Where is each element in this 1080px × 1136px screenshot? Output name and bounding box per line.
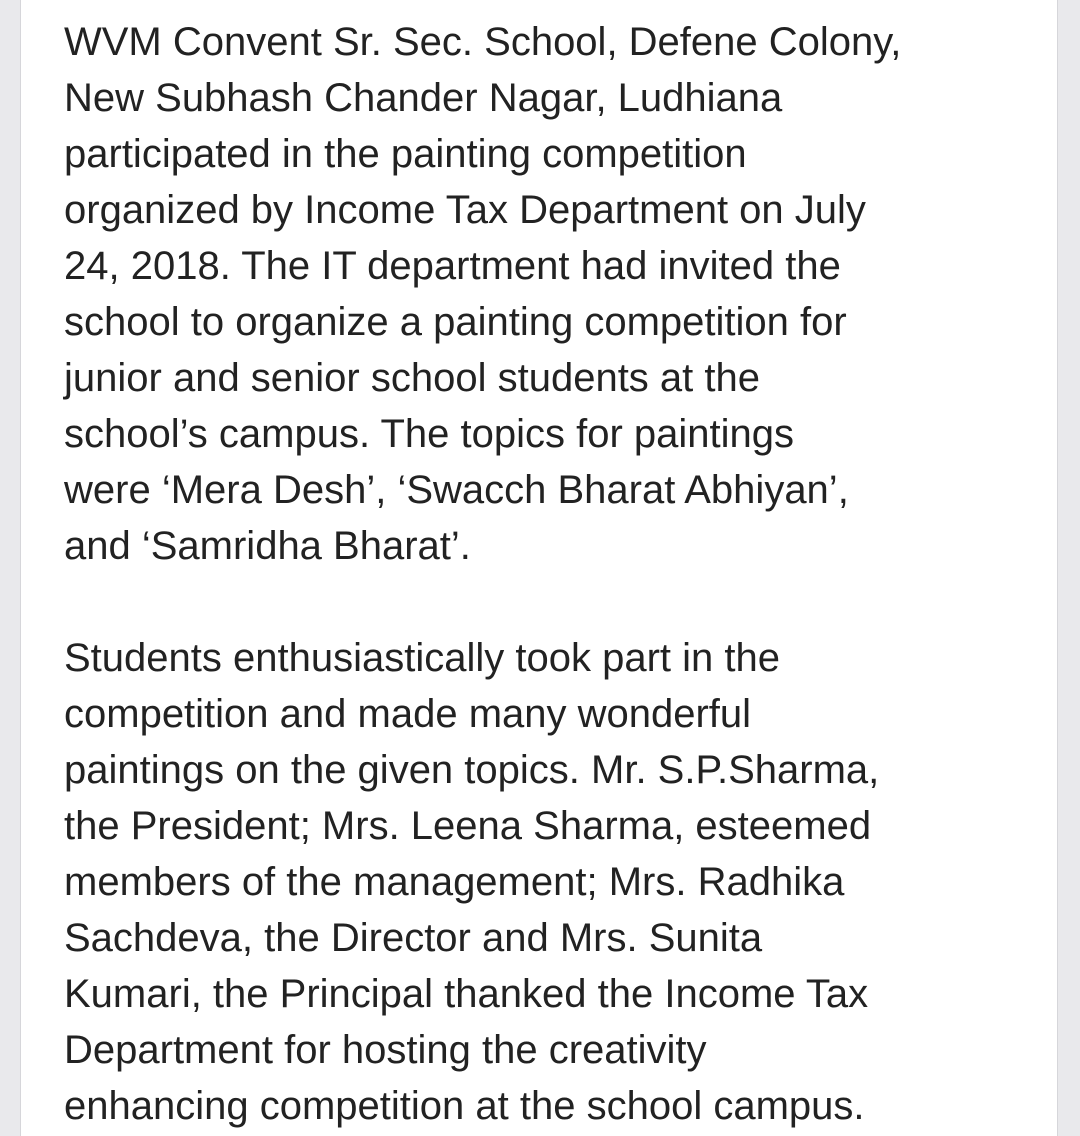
document-body: [64, 14, 1044, 1134]
text-line: 24, 2018. The IT department had invited the: [64, 244, 841, 288]
text-line: Department for hosting the creativity: [64, 1028, 707, 1072]
text-line: the President; Mrs. Leena Sharma, esteemed: [64, 804, 872, 848]
text-line: paintings on the given topics. Mr. S.P.Sharma,: [64, 748, 880, 792]
text-line: and ‘Samridha Bharat’.: [64, 524, 471, 568]
text-line: WVM Convent Sr. Sec. School, Defene Colony,: [64, 20, 902, 64]
text-line: Sachdeva, the Director and Mrs. Sunita: [64, 916, 763, 960]
document-page: [20, 0, 1058, 1136]
text-line: enhancing competition at the school campus.: [64, 1084, 865, 1128]
text-line: junior and senior school students at the: [64, 356, 760, 400]
text-line: Kumari, the Principal thanked the Income Tax: [64, 972, 869, 1016]
text-line: school to organize a painting competition for: [64, 300, 847, 344]
text-line: members of the management; Mrs. Radhika: [64, 860, 845, 904]
text-line: competition and made many wonderful: [64, 692, 752, 736]
paragraph-1: [64, 14, 1044, 574]
text-line: organized by Income Tax Department on July: [64, 188, 866, 232]
paragraph-spacer: [64, 574, 1044, 630]
text-line: school’s campus. The topics for paintings: [64, 412, 795, 456]
text-line: participated in the painting competition: [64, 132, 747, 176]
text-line: were ‘Mera Desh’, ‘Swacch Bharat Abhiyan’,: [64, 468, 849, 512]
text-line: New Subhash Chander Nagar, Ludhiana: [64, 76, 783, 120]
text-line: Students enthusiastically took part in the: [64, 636, 780, 680]
paragraph-2: [64, 630, 1044, 1134]
